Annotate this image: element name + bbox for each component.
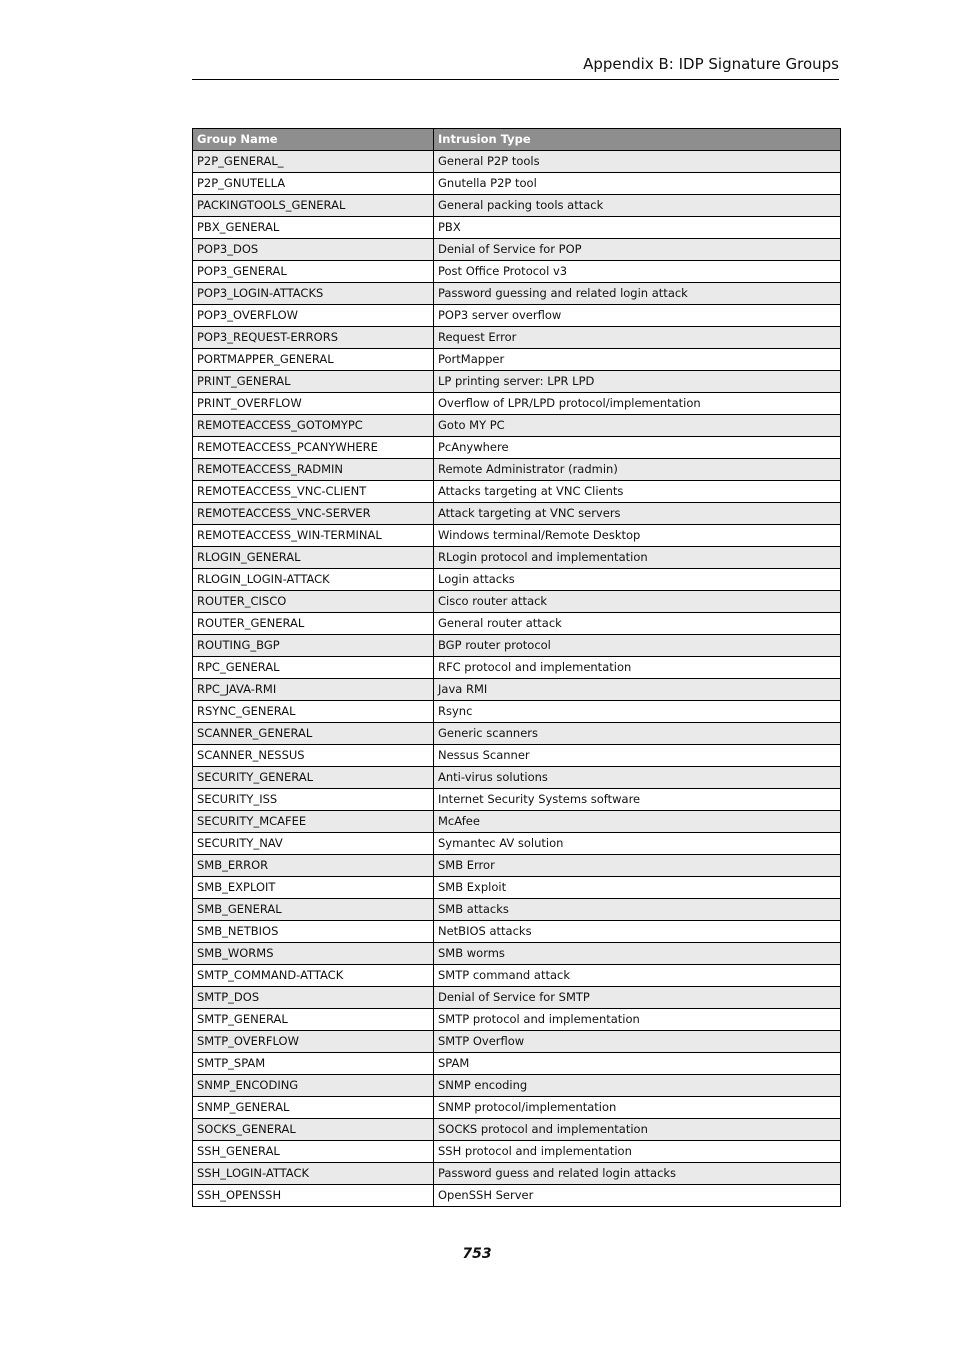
intrusion-type-cell: SMB Exploit xyxy=(434,877,841,899)
group-name-cell: ROUTER_GENERAL xyxy=(193,613,434,635)
table-row xyxy=(193,481,841,503)
intrusion-type-cell: Generic scanners xyxy=(434,723,841,745)
group-name-cell: RLOGIN_GENERAL xyxy=(193,547,434,569)
intrusion-type-cell: Rsync xyxy=(434,701,841,723)
group-name-cell: RPC_JAVA-RMI xyxy=(193,679,434,701)
intrusion-type-cell: SNMP encoding xyxy=(434,1075,841,1097)
intrusion-type-cell: Gnutella P2P tool xyxy=(434,173,841,195)
group-name-cell: SMB_EXPLOIT xyxy=(193,877,434,899)
table-row xyxy=(193,613,841,635)
group-name-cell: SCANNER_NESSUS xyxy=(193,745,434,767)
intrusion-type-cell: Windows terminal/Remote Desktop xyxy=(434,525,841,547)
group-name-cell: REMOTEACCESS_WIN-TERMINAL xyxy=(193,525,434,547)
intrusion-type-cell: SOCKS protocol and implementation xyxy=(434,1119,841,1141)
intrusion-type-cell: Password guessing and related login attack xyxy=(434,283,841,305)
group-name-cell: ROUTER_CISCO xyxy=(193,591,434,613)
table-row xyxy=(193,327,841,349)
group-name-cell: SSH_OPENSSH xyxy=(193,1185,434,1207)
group-name-cell: REMOTEACCESS_VNC-CLIENT xyxy=(193,481,434,503)
intrusion-type-cell: Anti-virus solutions xyxy=(434,767,841,789)
group-name-cell: SMTP_COMMAND-ATTACK xyxy=(193,965,434,987)
table-row xyxy=(193,591,841,613)
table-row xyxy=(193,657,841,679)
intrusion-type-cell: Internet Security Systems software xyxy=(434,789,841,811)
table-row xyxy=(193,877,841,899)
intrusion-type-cell: Nessus Scanner xyxy=(434,745,841,767)
intrusion-type-cell: Remote Administrator (radmin) xyxy=(434,459,841,481)
intrusion-type-cell: PortMapper xyxy=(434,349,841,371)
table-row xyxy=(193,679,841,701)
table-row xyxy=(193,1141,841,1163)
intrusion-type-cell: SMTP command attack xyxy=(434,965,841,987)
group-name-cell: POP3_DOS xyxy=(193,239,434,261)
intrusion-type-cell: SSH protocol and implementation xyxy=(434,1141,841,1163)
intrusion-type-cell: BGP router protocol xyxy=(434,635,841,657)
table-row xyxy=(193,1119,841,1141)
table-row xyxy=(193,789,841,811)
intrusion-type-cell: SMTP protocol and implementation xyxy=(434,1009,841,1031)
table-row xyxy=(193,415,841,437)
group-name-cell: POP3_REQUEST-ERRORS xyxy=(193,327,434,349)
group-name-cell: SECURITY_MCAFEE xyxy=(193,811,434,833)
group-name-cell: PRINT_GENERAL xyxy=(193,371,434,393)
table-row xyxy=(193,525,841,547)
group-name-cell: SMB_WORMS xyxy=(193,943,434,965)
table-row xyxy=(193,899,841,921)
table-row xyxy=(193,1097,841,1119)
table-row xyxy=(193,855,841,877)
group-name-cell: SMTP_GENERAL xyxy=(193,1009,434,1031)
group-name-cell: PRINT_OVERFLOW xyxy=(193,393,434,415)
table-row xyxy=(193,393,841,415)
group-name-cell: SNMP_GENERAL xyxy=(193,1097,434,1119)
intrusion-type-cell: LP printing server: LPR LPD xyxy=(434,371,841,393)
intrusion-type-cell: SMB worms xyxy=(434,943,841,965)
table-row xyxy=(193,767,841,789)
group-name-cell: SMTP_OVERFLOW xyxy=(193,1031,434,1053)
intrusion-type-cell: McAfee xyxy=(434,811,841,833)
intrusion-type-cell: Request Error xyxy=(434,327,841,349)
table-row xyxy=(193,921,841,943)
table-row xyxy=(193,371,841,393)
group-name-cell: SSH_GENERAL xyxy=(193,1141,434,1163)
group-name-cell: POP3_GENERAL xyxy=(193,261,434,283)
column-header-intrusion-type: Intrusion Type xyxy=(434,129,841,151)
intrusion-type-cell: General P2P tools xyxy=(434,151,841,173)
intrusion-type-cell: Cisco router attack xyxy=(434,591,841,613)
group-name-cell: SECURITY_GENERAL xyxy=(193,767,434,789)
table-row xyxy=(193,195,841,217)
table-row xyxy=(193,1009,841,1031)
group-name-cell: P2P_GNUTELLA xyxy=(193,173,434,195)
table-row xyxy=(193,151,841,173)
page-number: 753 xyxy=(462,1246,492,1262)
group-name-cell: SECURITY_NAV xyxy=(193,833,434,855)
group-name-cell: PBX_GENERAL xyxy=(193,217,434,239)
group-name-cell: RPC_GENERAL xyxy=(193,657,434,679)
table-row xyxy=(193,283,841,305)
group-name-cell: P2P_GENERAL_ xyxy=(193,151,434,173)
group-name-cell: PORTMAPPER_GENERAL xyxy=(193,349,434,371)
intrusion-type-cell: Goto MY PC xyxy=(434,415,841,437)
group-name-cell: REMOTEACCESS_VNC-SERVER xyxy=(193,503,434,525)
group-name-cell: SMB_GENERAL xyxy=(193,899,434,921)
table-row xyxy=(193,1163,841,1185)
table-row xyxy=(193,965,841,987)
table-row xyxy=(193,547,841,569)
group-name-cell: RSYNC_GENERAL xyxy=(193,701,434,723)
table-row xyxy=(193,701,841,723)
intrusion-type-cell: SPAM xyxy=(434,1053,841,1075)
group-name-cell: SNMP_ENCODING xyxy=(193,1075,434,1097)
group-name-cell: REMOTEACCESS_PCANYWHERE xyxy=(193,437,434,459)
intrusion-type-cell: Denial of Service for POP xyxy=(434,239,841,261)
intrusion-type-cell: SMB attacks xyxy=(434,899,841,921)
intrusion-type-cell: RLogin protocol and implementation xyxy=(434,547,841,569)
table-row xyxy=(193,459,841,481)
table-row xyxy=(193,503,841,525)
table-row xyxy=(193,569,841,591)
group-name-cell: SMB_ERROR xyxy=(193,855,434,877)
group-name-cell: ROUTING_BGP xyxy=(193,635,434,657)
intrusion-type-cell: OpenSSH Server xyxy=(434,1185,841,1207)
table-row xyxy=(193,349,841,371)
table-row xyxy=(193,239,841,261)
table-row xyxy=(193,1031,841,1053)
page-header xyxy=(192,52,839,80)
table-row xyxy=(193,833,841,855)
group-name-cell: POP3_LOGIN-ATTACKS xyxy=(193,283,434,305)
table-row xyxy=(193,217,841,239)
intrusion-type-cell: Login attacks xyxy=(434,569,841,591)
table-row xyxy=(193,745,841,767)
intrusion-type-cell: PBX xyxy=(434,217,841,239)
intrusion-type-cell: General packing tools attack xyxy=(434,195,841,217)
intrusion-type-cell: SMB Error xyxy=(434,855,841,877)
group-name-cell: SCANNER_GENERAL xyxy=(193,723,434,745)
intrusion-type-cell: Java RMI xyxy=(434,679,841,701)
intrusion-type-cell: Password guess and related login attacks xyxy=(434,1163,841,1185)
intrusion-type-cell: SNMP protocol/implementation xyxy=(434,1097,841,1119)
group-name-cell: REMOTEACCESS_GOTOMYPC xyxy=(193,415,434,437)
intrusion-type-cell: NetBIOS attacks xyxy=(434,921,841,943)
table-row xyxy=(193,987,841,1009)
intrusion-type-cell: General router attack xyxy=(434,613,841,635)
intrusion-type-cell: Post Office Protocol v3 xyxy=(434,261,841,283)
table-row xyxy=(193,173,841,195)
intrusion-type-cell: Attacks targeting at VNC Clients xyxy=(434,481,841,503)
group-name-cell: SSH_LOGIN-ATTACK xyxy=(193,1163,434,1185)
table-body xyxy=(193,151,841,1207)
group-name-cell: SMTP_DOS xyxy=(193,987,434,1009)
intrusion-type-cell: PcAnywhere xyxy=(434,437,841,459)
intrusion-type-cell: Denial of Service for SMTP xyxy=(434,987,841,1009)
intrusion-type-cell: SMTP Overflow xyxy=(434,1031,841,1053)
page-header-title: Appendix B: IDP Signature Groups xyxy=(583,55,839,73)
intrusion-type-cell: POP3 server overflow xyxy=(434,305,841,327)
table-row xyxy=(193,437,841,459)
group-name-cell: SOCKS_GENERAL xyxy=(193,1119,434,1141)
group-name-cell: SECURITY_ISS xyxy=(193,789,434,811)
group-name-cell: RLOGIN_LOGIN-ATTACK xyxy=(193,569,434,591)
column-header-group-name: Group Name xyxy=(193,129,434,151)
group-name-cell: SMB_NETBIOS xyxy=(193,921,434,943)
table-row xyxy=(193,1053,841,1075)
table-header-row xyxy=(193,129,841,151)
group-name-cell: POP3_OVERFLOW xyxy=(193,305,434,327)
table-row xyxy=(193,305,841,327)
intrusion-type-cell: Overflow of LPR/LPD protocol/implementation xyxy=(434,393,841,415)
intrusion-type-cell: Attack targeting at VNC servers xyxy=(434,503,841,525)
group-name-cell: PACKINGTOOLS_GENERAL xyxy=(193,195,434,217)
signature-groups-table xyxy=(192,128,841,1207)
group-name-cell: REMOTEACCESS_RADMIN xyxy=(193,459,434,481)
table-row xyxy=(193,723,841,745)
group-name-cell: SMTP_SPAM xyxy=(193,1053,434,1075)
table-row xyxy=(193,635,841,657)
table-row xyxy=(193,1185,841,1207)
table-row xyxy=(193,943,841,965)
table-row xyxy=(193,261,841,283)
intrusion-type-cell: Symantec AV solution xyxy=(434,833,841,855)
table-row xyxy=(193,811,841,833)
intrusion-type-cell: RFC protocol and implementation xyxy=(434,657,841,679)
table-row xyxy=(193,1075,841,1097)
